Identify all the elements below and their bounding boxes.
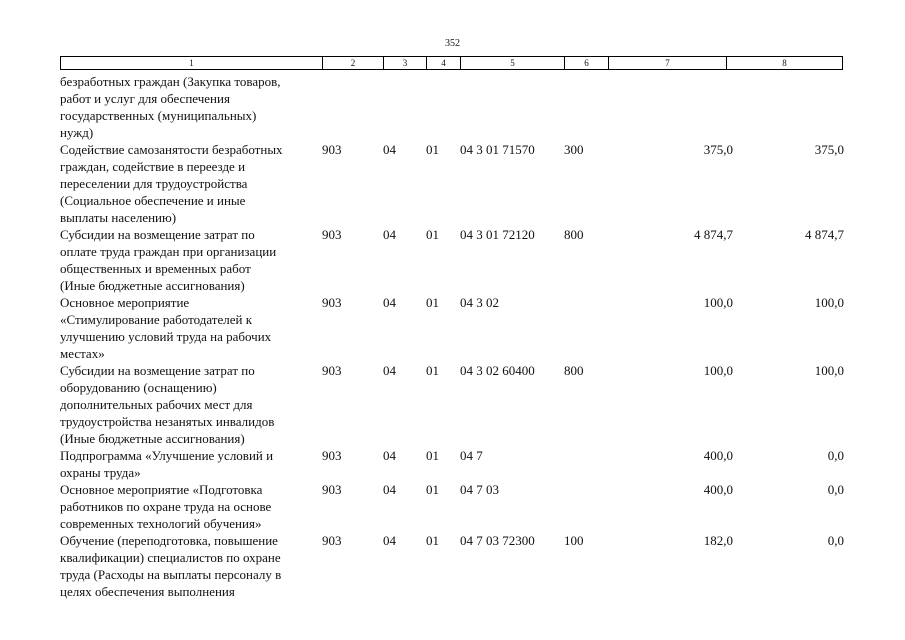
section-code: 04 xyxy=(383,142,396,157)
row-name xyxy=(60,362,322,447)
row-name-line: целях обеспечения выполнения xyxy=(60,584,235,599)
row-name-line: Субсидии на возмещение затрат по xyxy=(60,227,255,242)
row-name-line: (Иные бюджетные ассигнования) xyxy=(60,431,245,446)
amount-col-7: 4 874,7 xyxy=(694,227,733,242)
row-name-line: оплате труда граждан при организации xyxy=(60,244,277,259)
table-row xyxy=(60,447,850,481)
table-row xyxy=(60,362,850,447)
row-name xyxy=(60,73,322,141)
target-article-code: 04 3 02 60400 xyxy=(460,363,535,378)
subsection-code: 01 xyxy=(426,227,439,242)
target-article-code: 04 7 03 xyxy=(460,482,499,497)
row-name-line: нужд) xyxy=(60,125,94,140)
subsection-code: 01 xyxy=(426,482,439,497)
row-name-line: граждан, содействие в переезде и xyxy=(60,159,246,174)
row-name-line: Субсидии на возмещение затрат по xyxy=(60,363,255,378)
row-name-line: местах» xyxy=(60,346,105,361)
header-col-8: 8 xyxy=(727,57,843,70)
row-name-line: работ и услуг для обеспечения xyxy=(60,91,230,106)
section-code: 04 xyxy=(383,533,396,548)
header-col-4: 4 xyxy=(427,57,461,70)
amount-col-8: 100,0 xyxy=(814,295,844,310)
expense-type-code: 300 xyxy=(564,142,584,157)
target-article-code: 04 3 02 xyxy=(460,295,499,310)
section-code: 04 xyxy=(383,295,396,310)
row-name-line: современных технологий обучения» xyxy=(60,516,262,531)
amount-col-8: 0,0 xyxy=(827,448,844,463)
amount-col-8: 0,0 xyxy=(827,533,844,548)
amount-col-8: 375,0 xyxy=(814,142,844,157)
subsection-code: 01 xyxy=(426,363,439,378)
row-name xyxy=(60,294,322,362)
ministry-code: 903 xyxy=(322,363,342,378)
ministry-code: 903 xyxy=(322,295,342,310)
row-name-line: Подпрограмма «Улучшение условий и xyxy=(60,448,274,463)
section-code: 04 xyxy=(383,363,396,378)
header-col-1: 1 xyxy=(61,57,323,70)
row-name-line: квалификации) специалистов по охране xyxy=(60,550,281,565)
row-name-line: (Иные бюджетные ассигнования) xyxy=(60,278,245,293)
amount-col-7: 400,0 xyxy=(703,448,733,463)
expense-type-code: 800 xyxy=(564,227,584,242)
amount-col-7: 182,0 xyxy=(703,533,733,548)
subsection-code: 01 xyxy=(426,533,439,548)
amount-col-8: 0,0 xyxy=(827,482,844,497)
row-name xyxy=(60,141,322,226)
target-article-code: 04 7 03 72300 xyxy=(460,533,535,548)
amount-col-7: 100,0 xyxy=(703,295,733,310)
row-name-line: Основное мероприятие «Подготовка xyxy=(60,482,263,497)
budget-table-body xyxy=(60,73,850,600)
amount-col-8: 100,0 xyxy=(814,363,844,378)
section-code: 04 xyxy=(383,482,396,497)
row-name-line: дополнительных рабочих мест для xyxy=(60,397,253,412)
header-col-2: 2 xyxy=(323,57,384,70)
ministry-code: 903 xyxy=(322,142,342,157)
row-name-line: выплаты населению) xyxy=(60,210,177,225)
column-number-header xyxy=(60,56,843,70)
row-name-line: «Стимулирование работодателей к xyxy=(60,312,253,327)
row-name-line: Обучение (переподготовка, повышение xyxy=(60,533,278,548)
row-name-line: общественных и временных работ xyxy=(60,261,251,276)
ministry-code: 903 xyxy=(322,227,342,242)
row-name xyxy=(60,532,322,600)
section-code: 04 xyxy=(383,448,396,463)
target-article-code: 04 3 01 71570 xyxy=(460,142,535,157)
row-name-line: оборудованию (оснащению) xyxy=(60,380,217,395)
subsection-code: 01 xyxy=(426,295,439,310)
ministry-code: 903 xyxy=(322,533,342,548)
subsection-code: 01 xyxy=(426,142,439,157)
row-name xyxy=(60,481,322,532)
row-name xyxy=(60,447,322,481)
header-col-6: 6 xyxy=(565,57,609,70)
table-row xyxy=(60,141,850,226)
row-name-line: Основное мероприятие xyxy=(60,295,190,310)
row-name-line: работников по охране труда на основе xyxy=(60,499,272,514)
table-row xyxy=(60,73,850,141)
expense-type-code: 100 xyxy=(564,533,584,548)
subsection-code: 01 xyxy=(426,448,439,463)
amount-col-7: 400,0 xyxy=(703,482,733,497)
row-name-line: охраны труда» xyxy=(60,465,141,480)
target-article-code: 04 3 01 72120 xyxy=(460,227,535,242)
table-row xyxy=(60,226,850,294)
ministry-code: 903 xyxy=(322,448,342,463)
page-number: 352 xyxy=(445,38,460,49)
row-name-line: государственных (муниципальных) xyxy=(60,108,257,123)
row-name-line: безработных граждан (Закупка товаров, xyxy=(60,74,281,89)
amount-col-7: 375,0 xyxy=(703,142,733,157)
target-article-code: 04 7 xyxy=(460,448,483,463)
row-name xyxy=(60,226,322,294)
header-col-7: 7 xyxy=(609,57,727,70)
row-name-line: переселении для трудоустройства xyxy=(60,176,248,191)
section-code: 04 xyxy=(383,227,396,242)
table-row xyxy=(60,294,850,362)
row-name-line: Содействие самозанятости безработных xyxy=(60,142,283,157)
row-name-line: труда (Расходы на выплаты персоналу в xyxy=(60,567,282,582)
row-name-line: трудоустройства незанятых инвалидов xyxy=(60,414,275,429)
amount-col-8: 4 874,7 xyxy=(805,227,844,242)
ministry-code: 903 xyxy=(322,482,342,497)
header-col-3: 3 xyxy=(384,57,427,70)
table-row xyxy=(60,532,850,600)
row-name-line: (Социальное обеспечение и иные xyxy=(60,193,246,208)
header-col-5: 5 xyxy=(461,57,565,70)
expense-type-code: 800 xyxy=(564,363,584,378)
row-name-line: улучшению условий труда на рабочих xyxy=(60,329,272,344)
table-row xyxy=(60,481,850,532)
amount-col-7: 100,0 xyxy=(703,363,733,378)
